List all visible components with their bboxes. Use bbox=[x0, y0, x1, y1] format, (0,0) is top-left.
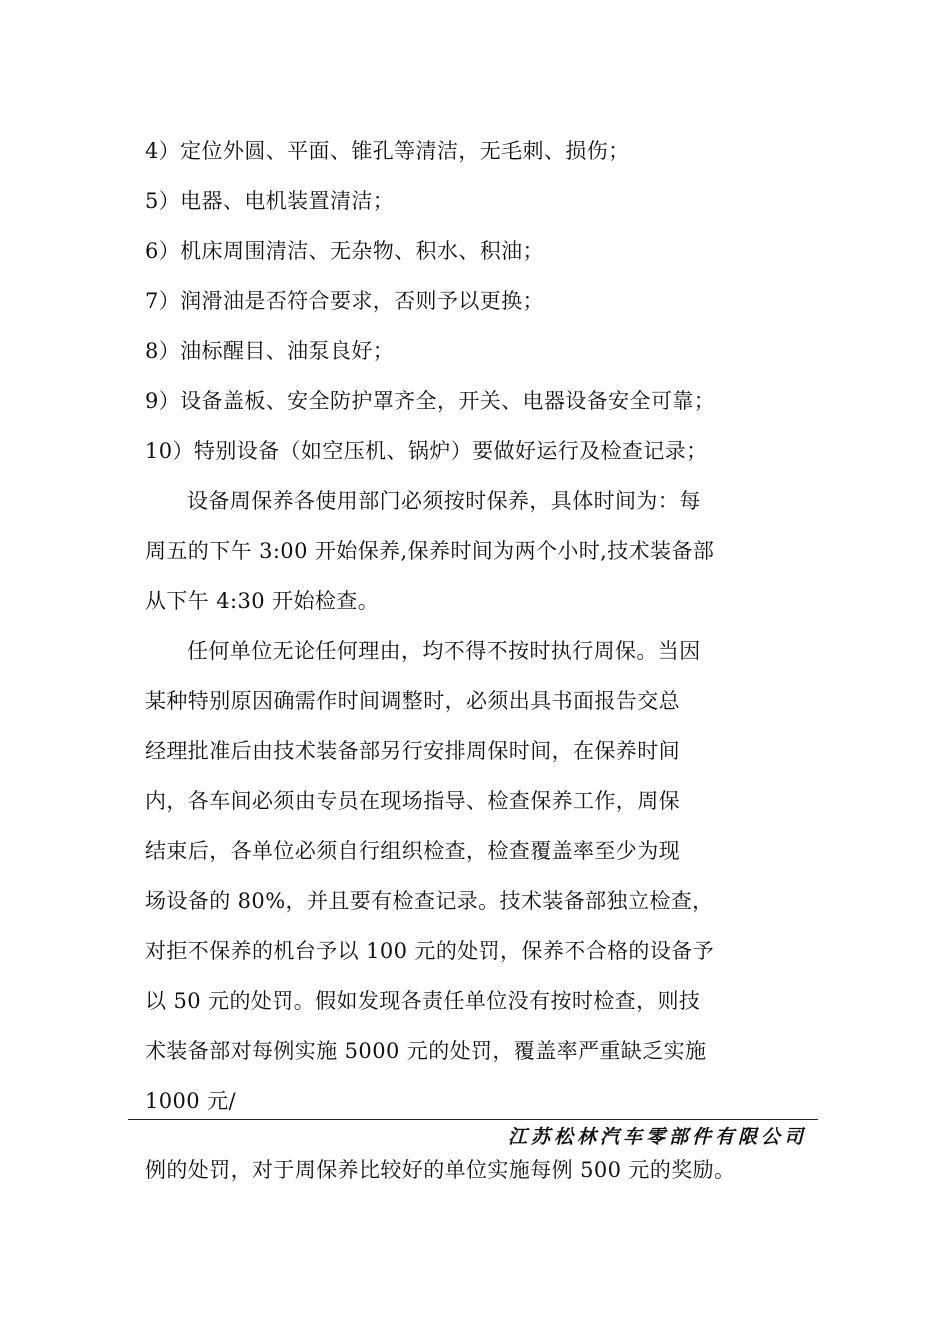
footer-company-name: 江苏松林汽车零部件有限公司 bbox=[507, 1126, 807, 1148]
list-item-8: 8）油标醒目、油泵良好； bbox=[145, 339, 395, 363]
paragraph-penalty-line: 经理批准后由技术装备部另行安排周保时间，在保养时间 bbox=[145, 739, 680, 763]
paragraph-penalty-line: 以 50 元的处罚。假如发现各责任单位没有按时检查，则技 bbox=[145, 989, 701, 1013]
list-item-6: 6）机床周围清洁、无杂物、积水、积油； bbox=[145, 239, 544, 263]
continued-text-line: 例的处罚，对于周保养比较好的单位实施每例 500 元的奖励。 bbox=[145, 1158, 736, 1182]
paragraph-penalty-line: 任何单位无论任何理由，均不得不按时执行周保。当因 bbox=[187, 639, 701, 663]
paragraph-penalty-line: 术装备部对每例实施 5000 元的处罚，覆盖率严重缺乏实施 bbox=[145, 1039, 707, 1063]
paragraph-penalty-line: 某种特别原因确需作时间调整时，必须出具书面报告交总 bbox=[145, 689, 680, 713]
footer-divider bbox=[128, 1119, 818, 1120]
list-item-10: 10）特别设备（如空压机、锅炉）要做好运行及检查记录； bbox=[145, 439, 708, 463]
list-item-5: 5）电器、电机装置清洁； bbox=[145, 189, 395, 213]
list-item-4: 4）定位外圆、平面、锥孔等清洁，无毛刺、损伤； bbox=[145, 139, 630, 163]
paragraph-schedule-line: 设备周保养各使用部门必须按时保养，具体时间为：每 bbox=[187, 489, 701, 513]
list-item-7: 7）润滑油是否符合要求，否则予以更换； bbox=[145, 289, 544, 313]
list-item-9: 9）设备盖板、安全防护罩齐全，开关、电器设备安全可靠； bbox=[145, 389, 716, 413]
paragraph-penalty-line: 1000 元/ bbox=[145, 1089, 236, 1113]
paragraph-penalty-line: 场设备的 80%，并且要有检查记录。技术装备部独立检查， bbox=[145, 889, 714, 913]
paragraph-schedule-line: 从下午 4:30 开始检查。 bbox=[145, 589, 380, 613]
paragraph-penalty-line: 内，各车间必须由专员在现场指导、检查保养工作，周保 bbox=[145, 789, 680, 813]
document-body bbox=[145, 126, 815, 1126]
paragraph-penalty-line: 对拒不保养的机台予以 100 元的处罚，保养不合格的设备予 bbox=[145, 939, 715, 963]
paragraph-penalty-line: 结束后，各单位必须自行组织检查，检查覆盖率至少为现 bbox=[145, 839, 680, 863]
paragraph-schedule-line: 周五的下午 3:00 开始保养,保养时间为两个小时,技术装备部 bbox=[145, 539, 715, 563]
